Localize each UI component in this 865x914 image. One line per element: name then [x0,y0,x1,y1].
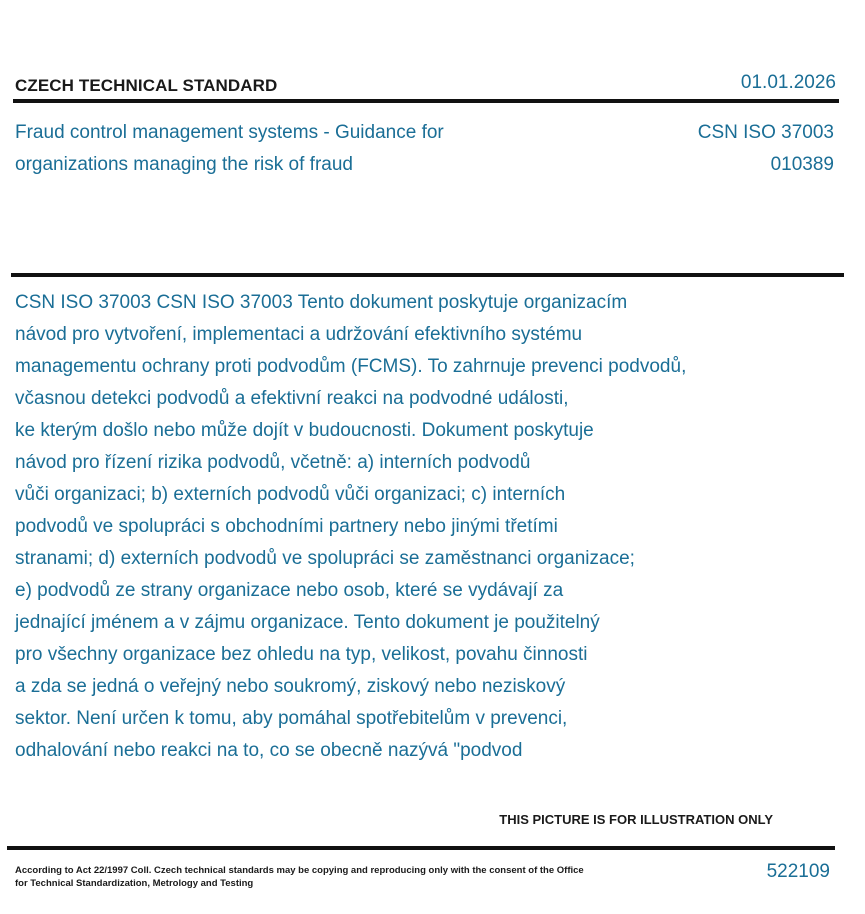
abstract-line: včasnou detekci podvodů a efektivní reakci na podvodné události, [15,388,569,409]
publication-date: 01.01.2026 [740,72,836,93]
document-title [15,117,535,181]
abstract-line: návod pro vytvoření, implementaci a udržování efektivního systému [15,324,583,345]
abstract-line: vůči organizaci; b) externích podvodů vůči organizaci; c) interních [15,484,566,505]
document-code-block [698,117,834,181]
abstract-line: e) podvodů ze strany organizace nebo osob, které se vydávají za [15,580,564,601]
abstract-line: a zda se jedná o veřejný nebo soukromý, ziskový nebo neziskový [15,676,566,697]
abstract-line: návod pro řízení rizika podvodů, včetně: a) interních podvodů [15,452,531,473]
header-divider [13,99,839,103]
illustration-notice: THIS PICTURE IS FOR ILLUSTRATION ONLY [499,812,773,827]
abstract-line: managementu ochrany proti podvodům (FCMS). To zahrnuje prevenci podvodů, [15,356,687,377]
abstract-line: sektor. Není určen k tomu, aby pomáhal spotřebitelům v prevenci, [15,708,568,729]
legal-line: for Technical Standardization, Metrology and Testing [15,878,254,889]
standard-code: CSN ISO 37003 [697,122,834,143]
abstract-line: odhalování nebo reakci na to, co se obecně nazývá "podvod [15,740,523,761]
document-title-line: Fraud control management systems - Guidance for [15,122,444,143]
legal-line: According to Act 22/1997 Coll. Czech technical standards may be copying and reproducing only with the consent of the Office [15,865,584,876]
document-abstract [15,287,815,767]
legal-notice [15,864,595,890]
abstract-line: pro všechny organizace bez ohledu na typ, velikost, povahu činnosti [15,644,588,665]
document-number: 522109 [766,861,830,882]
standard-type-label: CZECH TECHNICAL STANDARD [15,76,278,95]
abstract-line: ke kterým došlo nebo může dojít v budoucnosti. Dokument poskytuje [15,420,594,441]
class-number: 010389 [770,154,834,175]
abstract-line: CSN ISO 37003 CSN ISO 37003 Tento dokument poskytuje organizacím [15,292,628,313]
abstract-line: stranami; d) externích podvodů ve spolupráci se zaměstnanci organizace; [15,548,635,569]
footer-divider [7,846,835,850]
abstract-line: jednající jménem a v zájmu organizace. Tento dokument je použitelný [15,612,600,633]
abstract-line: podvodů ve spolupráci s obchodními partnery nebo jinými třetími [15,516,558,537]
title-divider [11,273,844,277]
document-title-line: organizations managing the risk of fraud [15,154,353,175]
